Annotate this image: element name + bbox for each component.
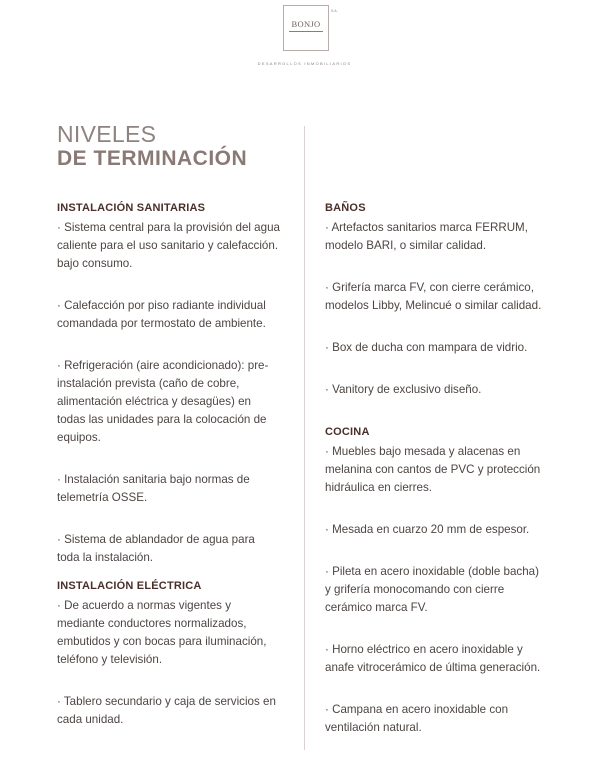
brand-suffix: S.A. <box>331 9 338 13</box>
list-item: · De acuerdo a normas vigentes y mediante conductores normalizados, embutidos y con bocas para iluminación, teléfono y televisión. <box>57 599 267 666</box>
logo-underline <box>289 31 323 32</box>
list-item: · Tablero secundario y caja de servicios en cada unidad. <box>57 695 276 726</box>
list-item: · Instalación sanitaria bajo normas de telemetría OSSE. <box>57 473 250 504</box>
list-item: · Grifería marca FV, con cierre cerámico, modelos Libby, Melincué o similar calidad. <box>325 281 542 312</box>
brand-name: BONJO <box>291 19 321 29</box>
page-title-line2: DE TERMINACIÓN <box>57 147 248 170</box>
left-column <box>57 199 289 729</box>
list-item: · Sistema central para la provisión del agua caliente para el uso sanitario y calefacción. bajo consumo. <box>57 221 280 270</box>
list-item: · Sistema de ablandador de agua para toda la instalación. <box>57 533 255 564</box>
list-item: · Pileta en acero inoxidable (doble bacha) y grifería monocomando con cierre cerámico marca FV. <box>325 565 539 614</box>
page-title-line1: NIVELES <box>57 121 157 147</box>
list-item: · Horno eléctrico en acero inoxidable y anafe vitrocerámico de última generación. <box>325 643 541 674</box>
brand-logo <box>283 5 329 51</box>
list-item: · Muebles bajo mesada y alacenas en melanina con cantos de PVC y protección hidráulica en cierres. <box>325 445 541 494</box>
column-divider <box>304 126 305 750</box>
brand-tagline: DESARROLLOS INMOBILIARIOS <box>257 61 352 66</box>
list-item: · Artefactos sanitarios marca FERRUM, modelo BARI, o similar calidad. <box>325 221 528 252</box>
section-heading-sanitarias: INSTALACIÓN SANITARIAS <box>57 202 206 214</box>
list-item: · Vanitory de exclusivo diseño. <box>325 383 482 396</box>
section-heading-cocina: COCINA <box>325 426 370 438</box>
list-item: · Mesada en cuarzo 20 mm de espesor. <box>325 523 530 536</box>
right-column <box>325 199 557 737</box>
list-item: · Refrigeración (aire acondicionado): pre- instalación prevista (caño de cobre, alimentación eléctrica y desagües) en todas las unidades para la colocación de equipos. <box>57 359 269 444</box>
section-heading-banos: BAÑOS <box>325 202 366 214</box>
section-heading-electrica: INSTALACIÓN ELÉCTRICA <box>57 580 202 592</box>
list-item: · Box de ducha con mampara de vidrio. <box>325 341 528 354</box>
list-item: · Campana en acero inoxidable con ventilación natural. <box>325 703 509 734</box>
list-item: · Calefacción por piso radiante individual comandada por termostato de ambiente. <box>57 299 266 330</box>
